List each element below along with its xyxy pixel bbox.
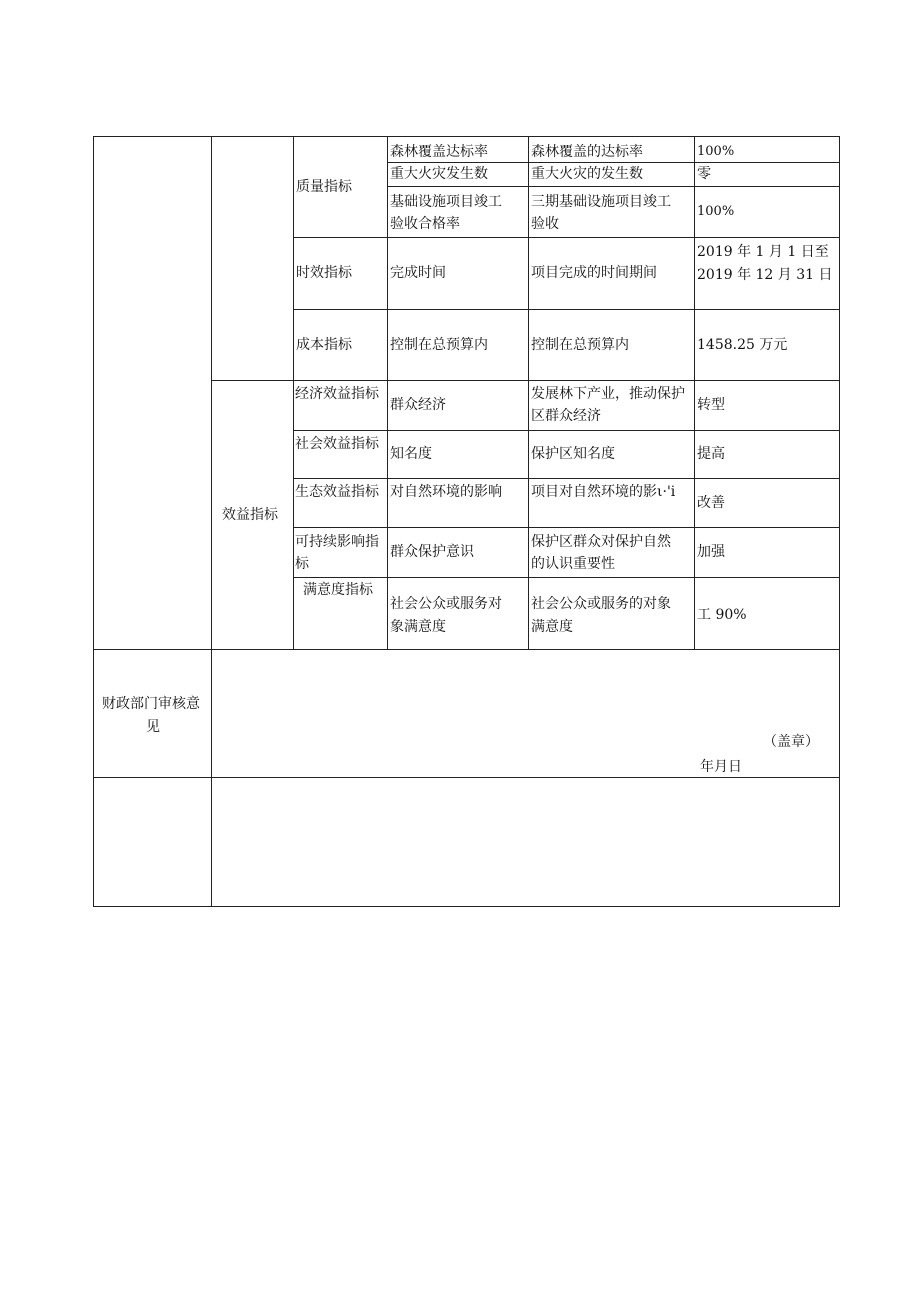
timeliness-value-line1: 2019 年 1 月 1 日至 <box>697 244 829 260</box>
quality-row-1-value: 100% <box>697 144 735 159</box>
social-content: 保护区知名度 <box>531 446 615 462</box>
row-divider <box>387 186 840 187</box>
sustainability-content-line2: 的认识重要性 <box>531 556 615 572</box>
date-placeholder: 年月日 <box>700 759 742 775</box>
row-divider <box>293 430 840 431</box>
sustainability-category-line1: 可持续影响指 <box>295 534 379 550</box>
social-indicator: 知名度 <box>390 446 432 462</box>
quality-row-1-indicator: 森林覆盖达标率 <box>390 144 488 160</box>
quality-row-3-content-line2: 验收 <box>531 216 559 232</box>
economic-content-line2: 区群众经济 <box>531 408 601 424</box>
table-border-right <box>839 136 840 907</box>
economic-value: 转型 <box>697 397 725 413</box>
cost-category-label: 成本指标 <box>296 337 352 353</box>
sustainability-value: 加强 <box>697 544 725 560</box>
ecological-category-label: 生态效益指标 <box>295 484 379 500</box>
timeliness-content: 项目完成的时间期间 <box>531 265 657 281</box>
sustainability-indicator: 群众保护意识 <box>390 544 474 560</box>
row-divider <box>293 478 840 479</box>
satisfaction-content-line2: 满意度 <box>531 619 573 635</box>
row-divider <box>293 309 840 310</box>
ecological-indicator: 对自然环境的影响 <box>390 484 502 500</box>
table-border-left <box>93 136 94 907</box>
quality-row-2-content: 重大火灾的发生数 <box>531 166 643 182</box>
finance-review-label-line1: 财政部门审核意 <box>102 696 200 712</box>
column-divider <box>387 136 388 650</box>
quality-row-3-indicator-line2: 验收合格率 <box>390 216 460 232</box>
ecological-value: 改善 <box>697 495 725 511</box>
row-divider <box>293 237 840 238</box>
quality-category-label: 质量指标 <box>296 179 352 195</box>
seal-placeholder: （盖章） <box>763 734 819 750</box>
cost-indicator: 控制在总预算内 <box>390 337 488 353</box>
economic-category-label: 经济效益指标 <box>295 386 379 402</box>
ecological-content: 项目对自然环境的影ι·'i <box>531 484 676 500</box>
row-divider <box>293 527 840 528</box>
table-border-bottom <box>93 906 840 907</box>
quality-row-2-value: 零 <box>697 166 711 182</box>
timeliness-value-line2: 2019 年 12 月 31 日 <box>697 267 833 283</box>
column-divider <box>293 136 294 650</box>
cost-value: 1458.25 万元 <box>697 337 788 353</box>
social-value: 提高 <box>697 446 725 462</box>
satisfaction-indicator-line1: 社会公众或服务对 <box>390 596 502 612</box>
quality-row-3-content-line1: 三期基础设施项目竣工 <box>531 194 671 210</box>
cost-content: 控制在总预算内 <box>531 337 629 353</box>
quality-row-3-indicator-line1: 基础设施项目竣工 <box>390 194 502 210</box>
benefit-group-label: 效益指标 <box>222 507 278 523</box>
economic-indicator: 群众经济 <box>390 397 446 413</box>
column-divider <box>694 136 695 650</box>
table-border-top <box>93 136 840 137</box>
timeliness-category-label: 时效指标 <box>296 265 352 281</box>
quality-row-2-indicator: 重大火灾发生数 <box>390 166 488 182</box>
row-divider <box>93 649 840 650</box>
satisfaction-category-label: 满意度指标 <box>303 582 373 598</box>
row-divider <box>211 380 840 381</box>
finance-review-label-line2: 见 <box>146 719 160 735</box>
satisfaction-indicator-line2: 象满意度 <box>390 619 446 635</box>
column-divider <box>211 136 212 907</box>
satisfaction-content-line1: 社会公众或服务的对象 <box>531 596 671 612</box>
economic-content-line1: 发展林下产业，推动保护 <box>531 386 685 402</box>
row-divider <box>293 577 840 578</box>
timeliness-indicator: 完成时间 <box>390 265 446 281</box>
social-category-label: 社会效益指标 <box>295 436 379 452</box>
quality-row-3-value: 100% <box>697 204 735 219</box>
column-divider <box>528 136 529 650</box>
sustainability-category-line2: 标 <box>295 556 309 572</box>
sustainability-content-line1: 保护区群众对保护自然 <box>531 534 671 550</box>
quality-row-1-content: 森林覆盖的达标率 <box>531 144 643 160</box>
satisfaction-value: 工 90% <box>697 607 747 623</box>
